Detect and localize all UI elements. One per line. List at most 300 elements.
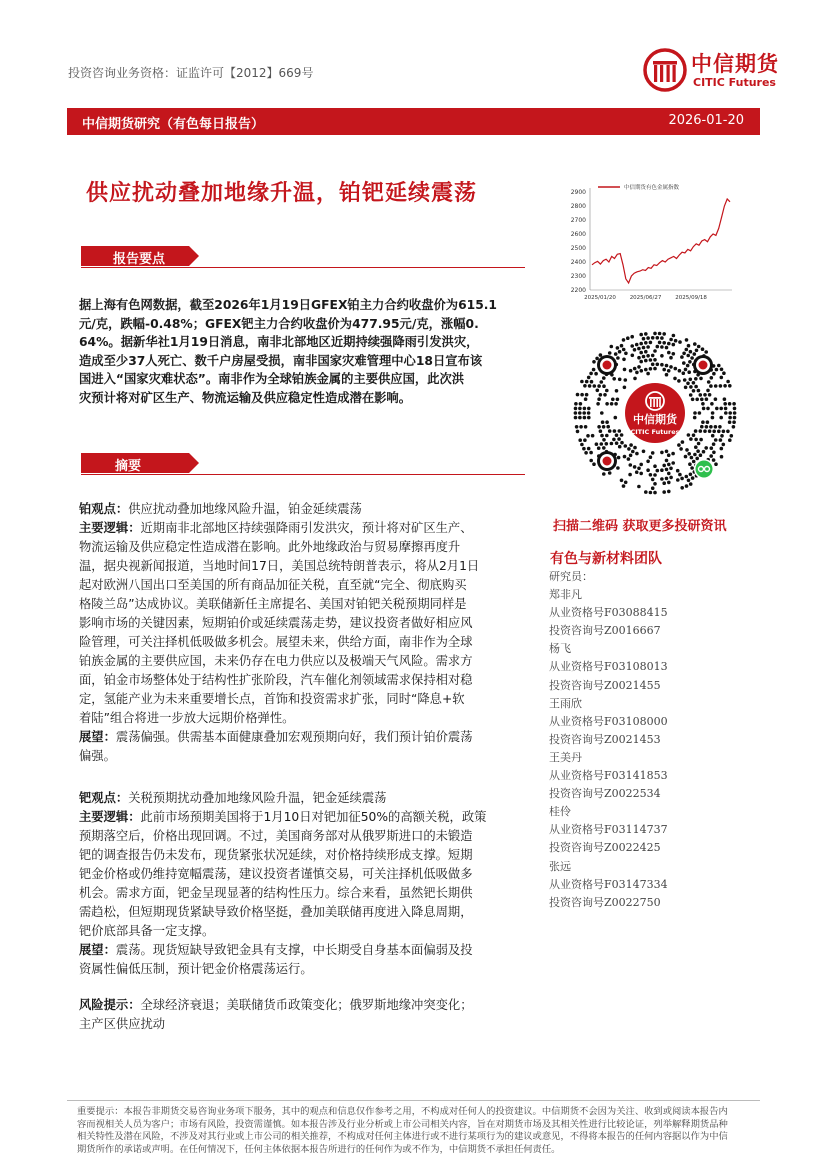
qr-dot [631,450,635,454]
qr-dot [709,384,713,388]
logo-text-cn: 中信期货 [691,52,779,76]
platinum-logic-line: 定，氢能产业为未来重要增长点，首饰和投资需求扩张，同时“降息+软 [79,692,465,706]
qr-dot [709,425,713,429]
qr-dot [618,378,622,382]
abstract-title: 摘要 [115,459,142,474]
qr-dot [599,429,603,433]
palladium-view-label: 钯观点： [79,791,129,805]
qr-dot [685,484,689,488]
qr-dot [669,365,673,369]
analyst-cert: 从业资格号F03108013 [549,660,668,674]
qr-dot [624,481,628,485]
platinum-outlook-line: 震荡偏强。供需基本面健康叠加宏观预期向好，我们预计铂价震荡 [115,730,473,744]
qr-dot [602,425,606,429]
qr-dot [711,411,715,415]
qr-dot [686,354,690,358]
qr-dot [633,446,637,450]
qr-dot [703,429,707,433]
platinum-logic-label: 主要逻辑： [79,521,141,535]
qr-dot [637,365,641,369]
qr-dot [588,384,592,388]
y-tick-label: 2500 [570,245,586,252]
qr-dot [660,354,664,358]
qr-dot [667,453,671,457]
qr-dot [689,437,693,441]
qr-dot [672,352,676,356]
qr-dot [682,371,686,375]
qr-dot [717,430,721,434]
y-tick-label: 2300 [570,273,586,280]
qr-dot [600,434,604,438]
qr-dot [633,465,637,469]
qr-dot [644,350,648,354]
qr-dot [605,402,609,406]
qr-dot [637,467,641,471]
qr-dot [582,447,586,451]
qr-dot [694,438,698,442]
qr-dot [656,345,660,349]
qr-dot [637,485,641,489]
qr-code[interactable] [567,325,743,509]
qr-dot [679,447,683,451]
qr-dot [683,378,687,382]
qr-dot [708,393,712,397]
qr-dot [669,338,673,342]
qr-dot [622,348,626,352]
qr-dot [667,490,671,494]
qr-dot [705,397,709,401]
qr-dot [614,352,618,356]
risk-label: 风险提示： [79,998,141,1012]
analyst-cert: 从业资格号F03147334 [549,877,668,891]
qr-dot [651,363,655,367]
qr-dot [587,416,591,420]
qr-dot [649,358,653,362]
qr-dot [689,482,693,486]
qr-dot [615,441,619,445]
qr-dot [597,384,601,388]
qr-dot [719,384,723,388]
qr-dot [611,398,615,402]
qr-dot [706,407,710,411]
qr-dot [714,384,718,388]
qr-finder [603,361,612,370]
y-tick-label: 2900 [570,189,586,196]
license-number: 投资咨询业务资格：证监许可【2012】669号 [68,66,314,80]
qr-dot [635,470,639,474]
qr-dot [728,402,732,406]
key-point-line: 元/克，跌幅-0.48%；GFEX钯主力合约收盘价为477.95元/克，涨幅0. [79,316,479,331]
qr-dot [710,376,714,380]
qr-dot [651,478,655,482]
qr-dot [685,338,689,342]
qr-dot [653,464,657,468]
platinum-logic-line: 险管理，可关注择机低吸做多机会。展望未来，供给方面，南非作为全球 [79,635,473,649]
platinum-logic-line: 物流运输及供应稳定性造成潜在影响。此外地缘政治与贸易摩擦再度升 [79,540,461,554]
qr-dot [685,348,689,352]
qr-dot [678,473,682,477]
qr-dot [660,477,664,481]
qr-dot [712,451,716,455]
qr-dot [653,482,657,486]
qr-dot [669,467,673,471]
y-tick-label: 2800 [570,203,586,210]
qr-dot [580,443,584,447]
qr-dot [644,341,648,345]
qr-finder [699,361,708,370]
qr-dot [719,407,723,411]
qr-dot [665,364,669,368]
qr-dot [665,459,669,463]
qr-dot [662,481,666,485]
qr-dot [699,453,703,457]
qr-dot [712,372,716,376]
qr-dot [685,475,689,479]
qr-dot [697,389,701,393]
qr-dot [728,420,732,424]
analyst-name: 王美丹 [549,750,582,764]
qr-dot [662,368,666,372]
qr-dot [714,425,718,429]
qr-dot [646,372,650,376]
qr-dot [728,438,732,442]
qr-dot [714,462,718,466]
qr-dot [595,442,599,446]
qr-dot [633,367,637,371]
report-headline: 供应扰动叠加地缘升温，铂钯延续震荡 [86,181,478,206]
qr-dot [678,369,682,373]
qr-dot [656,336,660,340]
qr-dot [712,458,716,462]
platinum-view-text: 供应扰动叠加地缘风险升温，铂金延续震荡 [128,502,362,516]
qr-dot [623,386,627,390]
x-tick-label: 2025/09/18 [675,295,707,301]
qr-dot [600,442,604,446]
palladium-outlook-line: 资属性偏低压制，预计钯金价格震荡运行。 [79,962,313,976]
legend-label: 中信期货有色金属指数 [624,185,680,191]
key-points-summary [79,296,525,407]
qr-dot [706,420,710,424]
qr-dot [684,386,688,390]
qr-dot [583,416,587,420]
qr-dot [699,438,703,442]
qr-dot [684,368,688,372]
qr-dot [732,425,736,429]
qr-dot [682,361,686,365]
qr-dot [580,380,584,384]
qr-dot [597,397,601,401]
qr-dot [714,397,718,401]
qr-dot [618,429,622,433]
qr-dot [689,350,693,354]
qr-dot [653,491,657,495]
qr-dot [695,398,699,402]
qr-dot [612,377,616,381]
palladium-outlook-label: 展望： [79,943,116,957]
logo-text-en: CITIC Futures [693,76,776,89]
qr-dot [667,351,671,355]
key-points-tab [81,246,189,266]
qr-dot [605,420,609,424]
qr-dot [646,460,650,464]
qr-dot [672,343,676,347]
qr-dot [600,380,604,384]
palladium-logic-line: 需趋松，但短期现货紧缺导致价格坚挺，叠加美联储再度进入降息周期， [79,905,473,919]
qr-dot [614,402,618,406]
abstract-tab [81,453,189,473]
qr-dot [682,352,686,356]
qr-dot [633,348,637,352]
qr-dot [674,339,678,343]
qr-dot [612,438,616,442]
qr-dot [715,407,719,411]
qr-dot [688,360,692,364]
qr-dot [711,416,715,420]
qr-dot [709,454,713,458]
qr-dot [662,341,666,345]
qr-dot [676,478,680,482]
qr-dot [653,473,657,477]
qr-dot [665,477,669,481]
qr-dot [591,434,595,438]
qr-dot [623,368,627,372]
report-series: 中信期货研究（有色每日报告） [82,117,265,132]
qr-dot [722,371,726,375]
qr-dot [578,416,582,420]
qr-dot [689,393,693,397]
qr-dot [718,425,722,429]
qr-dot [687,479,691,483]
qr-dot [660,468,664,472]
qr-dot [733,411,737,415]
qr-dot [582,411,586,415]
qr-dot [693,416,697,420]
qr-dot [651,451,655,455]
qr-dot [584,425,588,429]
qr-dot [639,351,643,355]
platinum-logic-line: 面，铂金市场整体处于结构性扩张阶段，汽车催化剂领域需求保持相对稳 [79,673,473,687]
qr-dot [685,448,689,452]
qr-dot [671,461,675,465]
palladium-logic-line: 此前市场预期美国将于1月10日对钯加征50%的高额关税，政策 [140,810,487,824]
qr-dot [684,455,688,459]
qr-dot [701,402,705,406]
qr-dot [695,457,699,461]
qr-dot [649,367,653,371]
qr-dot [728,411,732,415]
qr-dot [600,411,604,415]
qr-dot [642,355,646,359]
qr-dot [594,372,598,376]
y-tick-label: 2700 [570,217,586,224]
qr-dot [599,393,603,397]
qr-dot [620,441,624,445]
qr-dot [608,471,612,475]
qr-dot [730,434,734,438]
qr-dot [624,352,628,356]
x-tick-label: 2025/06/27 [629,295,662,301]
platinum-outlook-line: 偏强。 [79,749,116,763]
y-tick-label: 2600 [570,231,586,238]
qr-dot [695,349,699,353]
analyst-consult: 投资咨询号Z0021455 [549,678,661,692]
qr-dot [646,354,650,358]
qr-dot [574,411,578,415]
palladium-logic-line: 预期落空后，价格出现回调。不过，美国商务部对从俄罗斯进口的未锻造 [79,829,473,843]
analyst-cert: 从业资格号F03141853 [549,769,668,783]
qr-dot [724,407,728,411]
qr-dot [660,345,664,349]
qr-dot [665,373,669,377]
qr-dot [602,438,606,442]
series-line [592,199,730,283]
footer-divider [67,1100,760,1101]
qr-dot [691,398,695,402]
qr-dot [692,389,696,393]
qr-dot [653,358,657,362]
qr-dot [649,455,653,459]
qr-brand-cn: 中信期货 [633,413,677,426]
qr-dot [623,455,627,459]
qr-dot [613,429,617,433]
qr-dot [726,430,730,434]
key-point-line: 64%。据新华社1月19日消息，南非北部地区近期持续强降雨引发洪灾， [79,335,479,349]
qr-dot [667,463,671,467]
qr-dot [690,356,694,360]
qr-dot [662,490,666,494]
qr-dot [579,402,583,406]
analyst-name: 张远 [549,859,571,873]
qr-dot [653,332,657,336]
qr-dot [610,345,614,349]
qr-dot [693,453,697,457]
qr-dot [691,476,695,480]
qr-dot [622,358,626,362]
analyst-name: 郑非凡 [549,588,582,602]
key-point-line: 据上海有色网数据，截至2026年1月19日GFEX铂主力合约收盘价为615.1 [79,298,497,312]
qr-dot [578,438,582,442]
qr-dot [694,377,698,381]
analyst-cert: 从业资格号F03108000 [549,714,668,728]
qr-dot [717,364,721,368]
qr-dot [637,347,641,351]
analyst-name: 王雨欣 [549,696,582,710]
qr-dot [620,344,624,348]
key-points-divider [81,267,525,268]
y-tick-label: 2200 [570,287,586,294]
qr-dot [639,472,643,476]
qr-dot [671,452,675,456]
platinum-outlook-label: 展望： [79,730,116,744]
qr-dot [630,344,634,348]
qr-dot [616,346,620,350]
platinum-logic-line: 影响市场的关键因素，短期铂价或延续震荡走势，建议投资者做好相应风 [79,616,473,630]
qr-dot [624,444,628,448]
qr-dot [732,420,736,424]
qr-dot [673,377,677,381]
qr-dot [687,433,691,437]
qr-dot [597,425,601,429]
qr-dot [690,466,694,470]
qr-dot [640,369,644,373]
qr-dot [728,384,732,388]
qr-dot [711,434,715,438]
qr-dot [642,450,646,454]
qr-finder [603,457,612,466]
platinum-logic-line: 起对欧洲八国出口至美国的所有商品加征关税，直至就“完全、彻底购买 [79,578,467,592]
qr-dot [700,425,704,429]
analyst-name: 桂伶 [549,805,571,819]
palladium-logic-line: 钯金价格或仍维持宽幅震荡，建议投资者谨慎交易，可关注择机低吸做多 [79,867,473,881]
qr-dot [584,451,588,455]
researcher-label: 研究员： [549,570,593,583]
qr-dot [667,342,671,346]
palladium-logic-line: 钯价底部具备一定支撑。 [79,924,215,938]
qr-dot [596,402,600,406]
qr-dot [615,389,619,393]
qr-dot [616,356,620,360]
qr-dot [605,442,609,446]
disclaimer-line: 相关特性及潜在风险，不涉及对其行业或上市公司的相关推荐，不构成对任何主体进行或不进行某项行为的建议或意见，不得将本报告的任何内容据以作为中信 [77,1131,728,1142]
analyst-cert: 从业资格号F03114737 [549,823,668,837]
palladium-outlook-line: 震荡。现货短缺导致钯金具有支撑，中长期受自身基本面偏弱及投 [115,943,473,957]
qr-dot [665,468,669,472]
qr-dot [585,380,589,384]
qr-dot [658,341,662,345]
qr-dot [592,462,596,466]
disclaimer [77,1106,777,1156]
qr-dot [579,425,583,429]
analyst-consult: 投资咨询号Z0021453 [549,732,661,746]
qr-dot [583,438,587,442]
qr-dot [697,442,701,446]
qr-dot [707,380,711,384]
qr-dot [689,385,693,389]
qr-dot [595,357,599,361]
qr-dot [605,389,609,393]
qr-dot [610,402,614,406]
qr-dot [624,378,628,382]
qr-dot [720,368,724,372]
qr-dot [702,450,706,454]
qr-dot [639,463,643,467]
qr-dot [646,468,650,472]
qr-dot [669,476,673,480]
key-point-line: 造成至少37人死亡、数千户房屋受损，南非国家灾难管理中心18日宣布该 [79,353,483,368]
qr-dot [705,425,709,429]
analyst-consult: 投资咨询号Z0022425 [549,841,661,855]
qr-dot [704,350,708,354]
qr-dot [649,491,653,495]
qr-dot [723,397,727,401]
analyst-name: 杨飞 [549,642,571,656]
qr-dot [712,430,716,434]
qr-dot [593,384,597,388]
qr-dot [660,336,664,340]
qr-dot [578,411,582,415]
platinum-view-label: 铂观点： [79,502,129,516]
qr-dot [687,344,691,348]
qr-dot [590,380,594,384]
qr-dot [642,337,646,341]
qr-dot [575,425,579,429]
qr-dot [719,416,723,420]
qr-dot [606,425,610,429]
qr-dot [680,355,684,359]
qr-dot [665,450,669,454]
qr-dot [690,456,694,460]
qr-dot [615,433,619,437]
